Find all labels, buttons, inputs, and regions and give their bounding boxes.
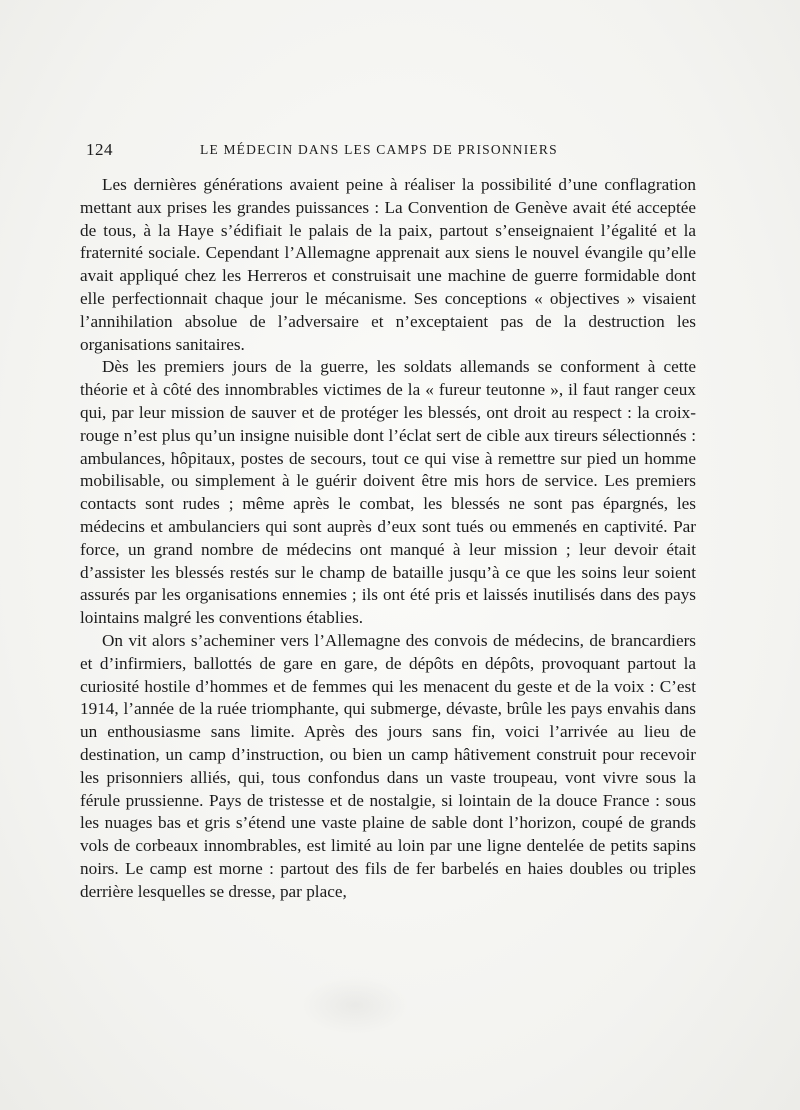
show-through-smudge <box>300 975 410 1035</box>
paragraph-1: Les dernières générations avaient peine à réaliser la possibilité d’une conflagration mettant aux prises les grandes puissances : La Convention de Genève avait été acceptée de tous, à la Haye s’édifiait le palais de la paix, partout s’enseignaient l’égalité et la fraternité sociale. Cependant l’Allemagne apprenait aux siens le nouvel évangile qu’elle avait appliqué chez les Herreros et construisait une machine de guerre formidable dont elle perfectionnait chaque jour le mécanisme. Ses conceptions « objectives » visaient l’annihilation absolue de l’adversaire et n’exceptaient pas de la destruction les organisations sanitaires. <box>80 175 696 354</box>
running-title: LE MÉDECIN DANS LES CAMPS DE PRISONNIERS <box>200 142 558 157</box>
page-number: 124 <box>86 140 113 159</box>
paragraph-3: On vit alors s’acheminer vers l’Allemagne des convois de médecins, de brancardiers et d’infirmiers, ballottés de gare en gare, de dépôts en dépôts, provoquant partout la curiosité hostile d’hommes et de femmes qui les menacent du geste et de la voix : C’est 1914, l’année de la ruée triomphante, qui submerge, dévaste, brûle les pays envahis dans un enthousiasme sans limite. Après des jours sans fin, voici l’arrivée au lieu de destination, un camp d’instruction, ou bien un camp hâtivement construit pour recevoir les prisonniers alliés, qui, tous confondus dans un vaste troupeau, vont vivre sous la férule prussienne. Pays de tristesse et de nostalgie, si lointain de la douce France : sous les nuages bas et gris s’étend une vaste plaine de sable dont l’horizon, coupé de grands vols de corbeaux innombrables, est limité au loin par une ligne dentelée de petits sapins noirs. Le camp est morne : partout des fils de fer barbelés en haies doubles ou triples derrière lesquelles se dresse, par place, <box>80 630 696 901</box>
page-header <box>86 140 696 162</box>
paragraph-2: Dès les premiers jours de la guerre, les soldats allemands se conforment à cette théorie et à côté des innombrables victimes de la « fureur teutonne », il faut ranger ceux qui, par leur mission de sauver et de protéger les blessés, ont droit au respect : la croix-rouge n’est plus qu’un insigne nuisible dont l’éclat sert de cible aux tireurs sélectionnés : ambulances, hôpitaux, postes de secours, tout ce qui vise à remettre sur pied un homme mobilisable, ou simplement à le guérir doivent être mis hors de service. Les premiers contacts sont rudes ; même après le combat, les blessés ne sont pas épargnés, les médecins et ambulanciers qui sont auprès d’eux sont tués ou emmenés en captivité. Par force, un grand nombre de médecins ont manqué à leur mission ; leur devoir était d’assister les blessés restés sur le champ de bataille jusqu’à ce que les soins leur soient assurés par les organisations ennemies ; ils ont été pris et laissés inutilisés dans des pays lointains malgré les conventions établies. <box>80 357 696 628</box>
body-text <box>80 174 696 904</box>
